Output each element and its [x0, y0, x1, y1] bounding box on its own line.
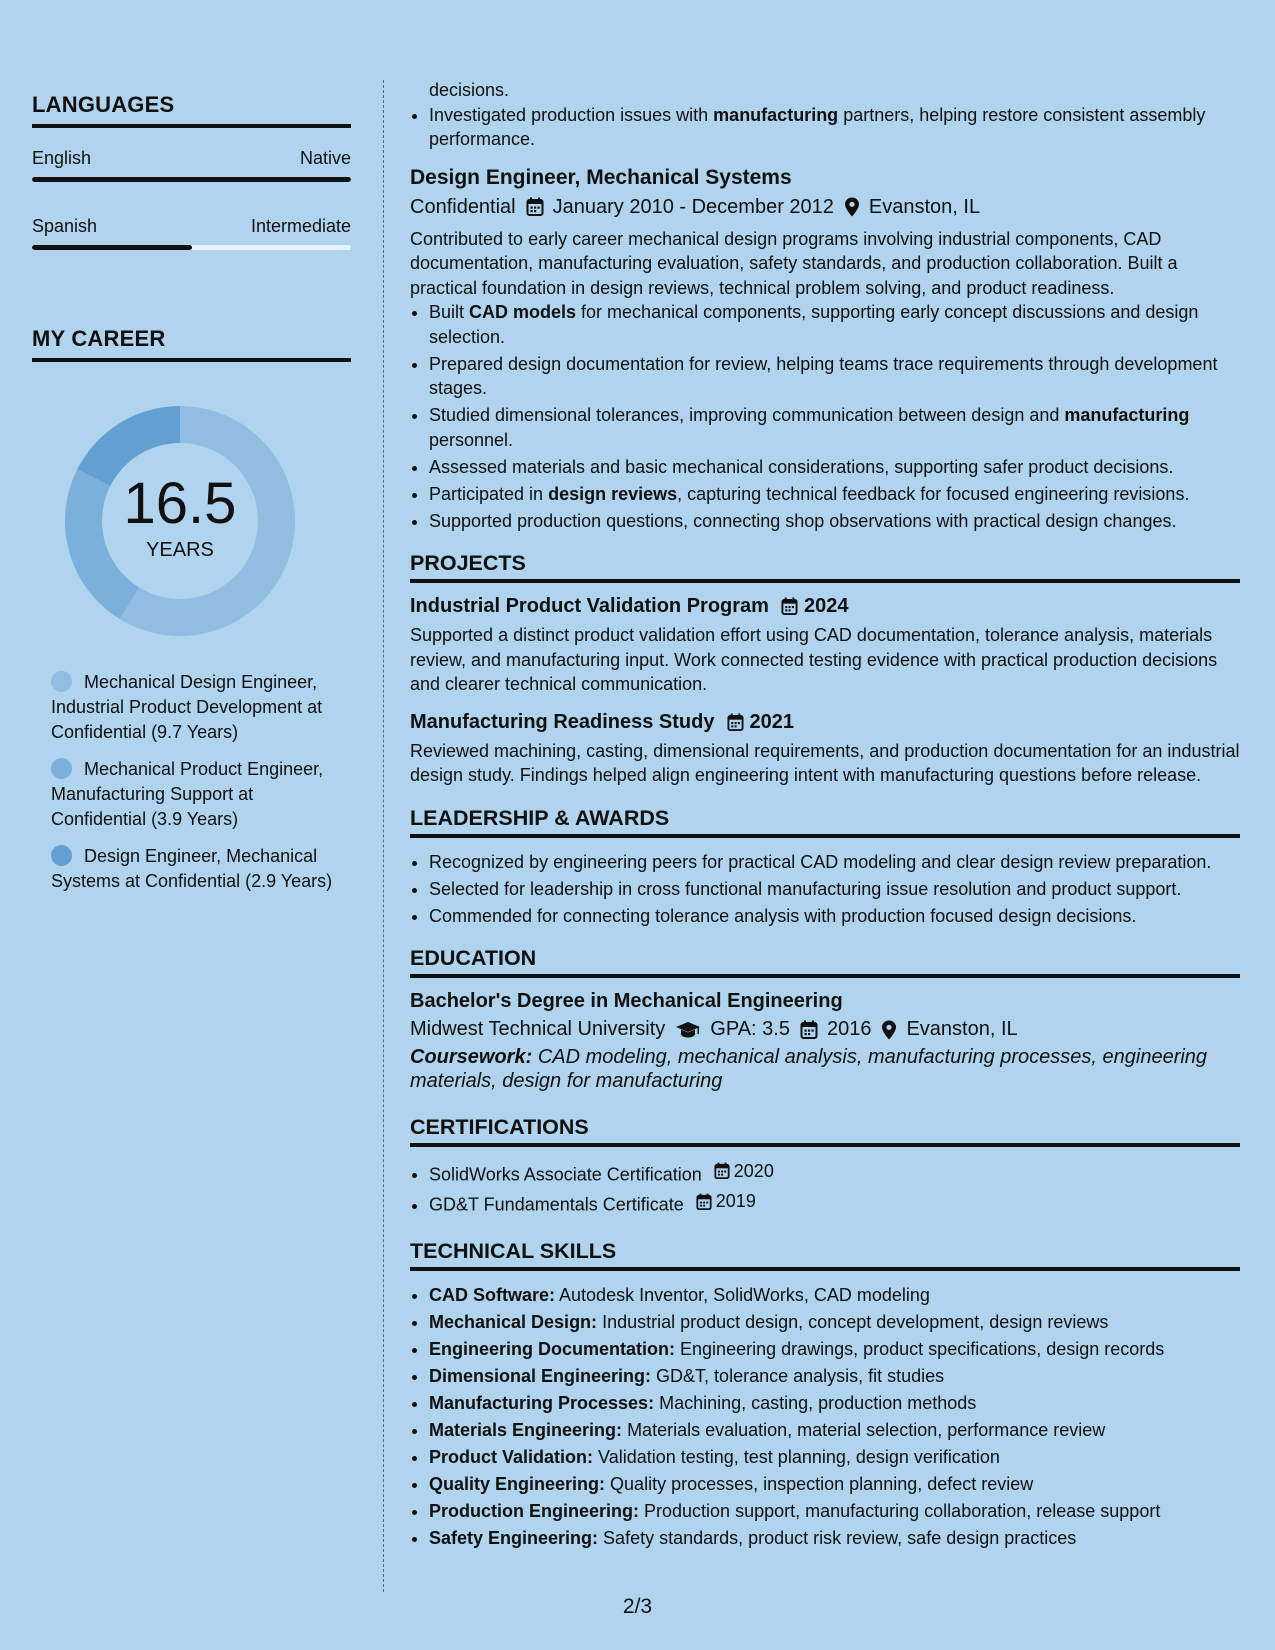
job-title: Design Engineer, Mechanical Systems [410, 165, 792, 189]
calendar-icon [781, 597, 798, 616]
calendar-icon [800, 1020, 818, 1040]
calendar-icon [714, 1162, 730, 1180]
career-legend-item [51, 757, 336, 832]
education-year: 2016 [826, 1018, 872, 1040]
leadership-heading: LEADERSHIP & AWARDS [410, 806, 1240, 838]
bullet-item [429, 352, 1240, 401]
previous-job-tail: decisions. [429, 80, 510, 100]
calendar-icon [727, 713, 744, 732]
project-year: 2021 [749, 710, 794, 733]
coursework-list: CAD modeling, mechanical analysis, manufacturing processes, engineering materials, design for manufacturing [410, 1046, 1208, 1092]
bullet-text: personnel. [429, 429, 514, 450]
bullet-text: Prepared design documentation for review, helping teams trace requirements through development stages. [429, 353, 1218, 398]
language-proficiency-bar [32, 245, 351, 250]
column-divider [383, 80, 384, 1592]
language-level: Native [299, 148, 351, 168]
skill-values: GD&T, tolerance analysis, fit studies [656, 1366, 945, 1386]
bullet-text: Participated in [429, 483, 549, 504]
project-item [410, 711, 1240, 788]
bullet-text: for mechanical components, supporting early concept discussions and design selection. [429, 302, 1199, 347]
certification-name: SolidWorks Associate Certification [429, 1164, 702, 1185]
job-dates: January 2010 - December 2012 [552, 195, 834, 218]
career-legend [51, 670, 336, 894]
job-company: Confidential [410, 195, 516, 218]
skill-values: Production support, manufacturing collaboration, release support [644, 1501, 1161, 1521]
skill-item [429, 1364, 1240, 1389]
career-total-years: 16.5 [123, 470, 237, 536]
language-level: Intermediate [250, 216, 351, 236]
skill-item [429, 1391, 1240, 1416]
project-description: Reviewed machining, casting, dimensional requirements, and production documentation for an industrial design study. Findings helped align engineering intent with manufacturing questions before release. [410, 740, 1240, 785]
job-bullets [410, 300, 1240, 533]
job-meta [410, 196, 1240, 219]
bold-keyword: manufacturing [713, 104, 839, 125]
skill-category: Mechanical Design: [429, 1312, 598, 1332]
leadership-item: • Recognized by engineering peers for practical CAD modeling and clear design review preparation. [429, 850, 1240, 875]
skill-category: Materials Engineering: [429, 1420, 623, 1440]
career-years-unit: YEARS [146, 538, 214, 561]
language-name: Spanish [32, 216, 98, 236]
map-pin-icon [844, 197, 860, 217]
skill-item [429, 1337, 1240, 1362]
career-donut-chart [65, 406, 295, 636]
project-item [410, 595, 1240, 697]
skill-item [429, 1445, 1240, 1470]
coursework [410, 1045, 1240, 1093]
bullet-text: Assessed materials and basic mechanical considerations, supporting safer product decisions. [429, 456, 1174, 477]
school-name: Midwest Technical University [410, 1018, 666, 1040]
main-content [410, 78, 1240, 1553]
bullet-item [429, 482, 1240, 507]
skill-item [429, 1499, 1240, 1524]
career-heading: MY CAREER [32, 326, 351, 362]
graduation-cap-icon [675, 1021, 701, 1039]
language-name: English [32, 148, 92, 168]
bullet-item [429, 403, 1240, 452]
skill-values: Quality processes, inspection planning, defect review [610, 1474, 1034, 1494]
language-proficiency-bar [32, 177, 351, 182]
certifications-list [410, 1159, 1240, 1217]
leadership-item: • Selected for leadership in cross functional manufacturing issue resolution and product support. [429, 877, 1240, 902]
language-proficiency-fill [32, 245, 192, 250]
language-item [32, 216, 351, 250]
certifications-heading: CERTIFICATIONS [410, 1115, 1240, 1147]
skill-item [429, 1472, 1240, 1497]
certification-year: 2020 [733, 1161, 774, 1181]
skills-heading: TECHNICAL SKILLS [410, 1239, 1240, 1271]
skill-category: CAD Software: [429, 1285, 556, 1305]
bullet-text: Studied dimensional tolerances, improving communication between design and [429, 405, 1065, 425]
certification-item [429, 1189, 1240, 1217]
skill-category: Dimensional Engineering: [429, 1366, 652, 1386]
project-description: Supported a distinct product validation effort using CAD documentation, tolerance analysis, materials review, and manufacturing input. Work connected testing evidence with practical production decisions and clearer technical communication. [410, 625, 1218, 694]
bullet-item [429, 455, 1240, 480]
bullet-text: , capturing technical feedback for focused engineering revisions. [677, 483, 1190, 504]
career-legend-label: Mechanical Design Engineer, Industrial Product Development at Confidential (9.7 Years) [51, 672, 323, 742]
legend-dot [51, 845, 72, 866]
career-legend-label: Design Engineer, Mechanical Systems at Confidential (2.9 Years) [51, 846, 333, 891]
language-proficiency-fill [32, 177, 351, 182]
skill-item [429, 1526, 1240, 1551]
skill-values: Safety standards, product risk review, safe design practices [603, 1528, 1077, 1548]
skill-values: Autodesk Inventor, SolidWorks, CAD modeling [559, 1285, 930, 1305]
project-year: 2024 [803, 595, 849, 617]
calendar-icon [696, 1193, 712, 1211]
skill-values: Engineering drawings, product specifications, design records [680, 1339, 1165, 1359]
projects-heading: PROJECTS [410, 551, 1240, 583]
project-name: Manufacturing Readiness Study [410, 710, 715, 733]
bold-keyword: manufacturing [1064, 405, 1190, 425]
skill-item [429, 1418, 1240, 1443]
project-name: Industrial Product Validation Program [410, 595, 769, 617]
skill-category: Engineering Documentation: [429, 1339, 676, 1359]
skill-values: Validation testing, test planning, design verification [598, 1447, 1000, 1467]
leadership-item: • Commended for connecting tolerance analysis with production focused design decisions. [429, 904, 1240, 929]
sidebar [32, 92, 351, 906]
career-legend-label: Mechanical Product Engineer, Manufacturing Support at Confidential (3.9 Years) [51, 759, 324, 829]
education-location: Evanston, IL [906, 1018, 1018, 1040]
bold-keyword: CAD models [469, 302, 577, 322]
language-item [32, 148, 351, 182]
languages-list [32, 148, 351, 250]
certification-name: GD&T Fundamentals Certificate [429, 1194, 684, 1215]
bullet-item [429, 103, 1240, 152]
education-heading: EDUCATION [410, 946, 1240, 978]
career-legend-item [51, 844, 336, 894]
job-summary: Contributed to early career mechanical design programs involving industrial components, CAD documentation, manufacturing evaluation, safety standards, and production collaboration. Built a practical foundation in design reviews, technical problem solving, and product readiness. [410, 228, 1178, 298]
bullet-item [429, 300, 1240, 349]
bold-keyword: design reviews [548, 483, 678, 504]
skill-item [429, 1310, 1240, 1335]
skill-category: Manufacturing Processes: [429, 1393, 655, 1413]
bullet-text: Supported production questions, connecting shop observations with practical design changes. [429, 510, 1177, 531]
skill-values: Machining, casting, production methods [659, 1393, 977, 1413]
bullet-text: partners, helping restore consistent assembly performance. [429, 104, 1206, 149]
career-legend-item [51, 670, 336, 745]
page-number: 2/3 [622, 1595, 653, 1618]
legend-dot [51, 758, 72, 779]
degree-title: Bachelor's Degree in Mechanical Engineering [410, 990, 843, 1012]
languages-heading: LANGUAGES [32, 92, 351, 128]
leadership-list [410, 850, 1240, 929]
map-pin-icon [881, 1020, 897, 1040]
skills-list [410, 1283, 1240, 1551]
coursework-label: Coursework: [410, 1046, 533, 1068]
legend-dot [51, 671, 72, 692]
skill-category: Quality Engineering: [429, 1474, 606, 1494]
skill-category: Safety Engineering: [429, 1528, 599, 1548]
education-meta [410, 1018, 1240, 1041]
skill-category: Product Validation: [429, 1447, 594, 1467]
bullet-text: Built [429, 302, 470, 322]
previous-job-bullets [410, 103, 1240, 152]
calendar-icon [526, 197, 544, 217]
skill-category: Production Engineering: [429, 1501, 639, 1521]
bullet-item [429, 509, 1240, 534]
skill-item [429, 1283, 1240, 1308]
skill-values: Industrial product design, concept development, design reviews [602, 1312, 1109, 1332]
certification-item [429, 1159, 1240, 1187]
certification-year: 2019 [715, 1191, 756, 1212]
bullet-text: Investigated production issues with [429, 104, 714, 125]
education-gpa: GPA: 3.5 [710, 1018, 790, 1040]
skill-values: Materials evaluation, material selection, performance review [627, 1420, 1106, 1440]
job-location: Evanston, IL [868, 195, 981, 218]
